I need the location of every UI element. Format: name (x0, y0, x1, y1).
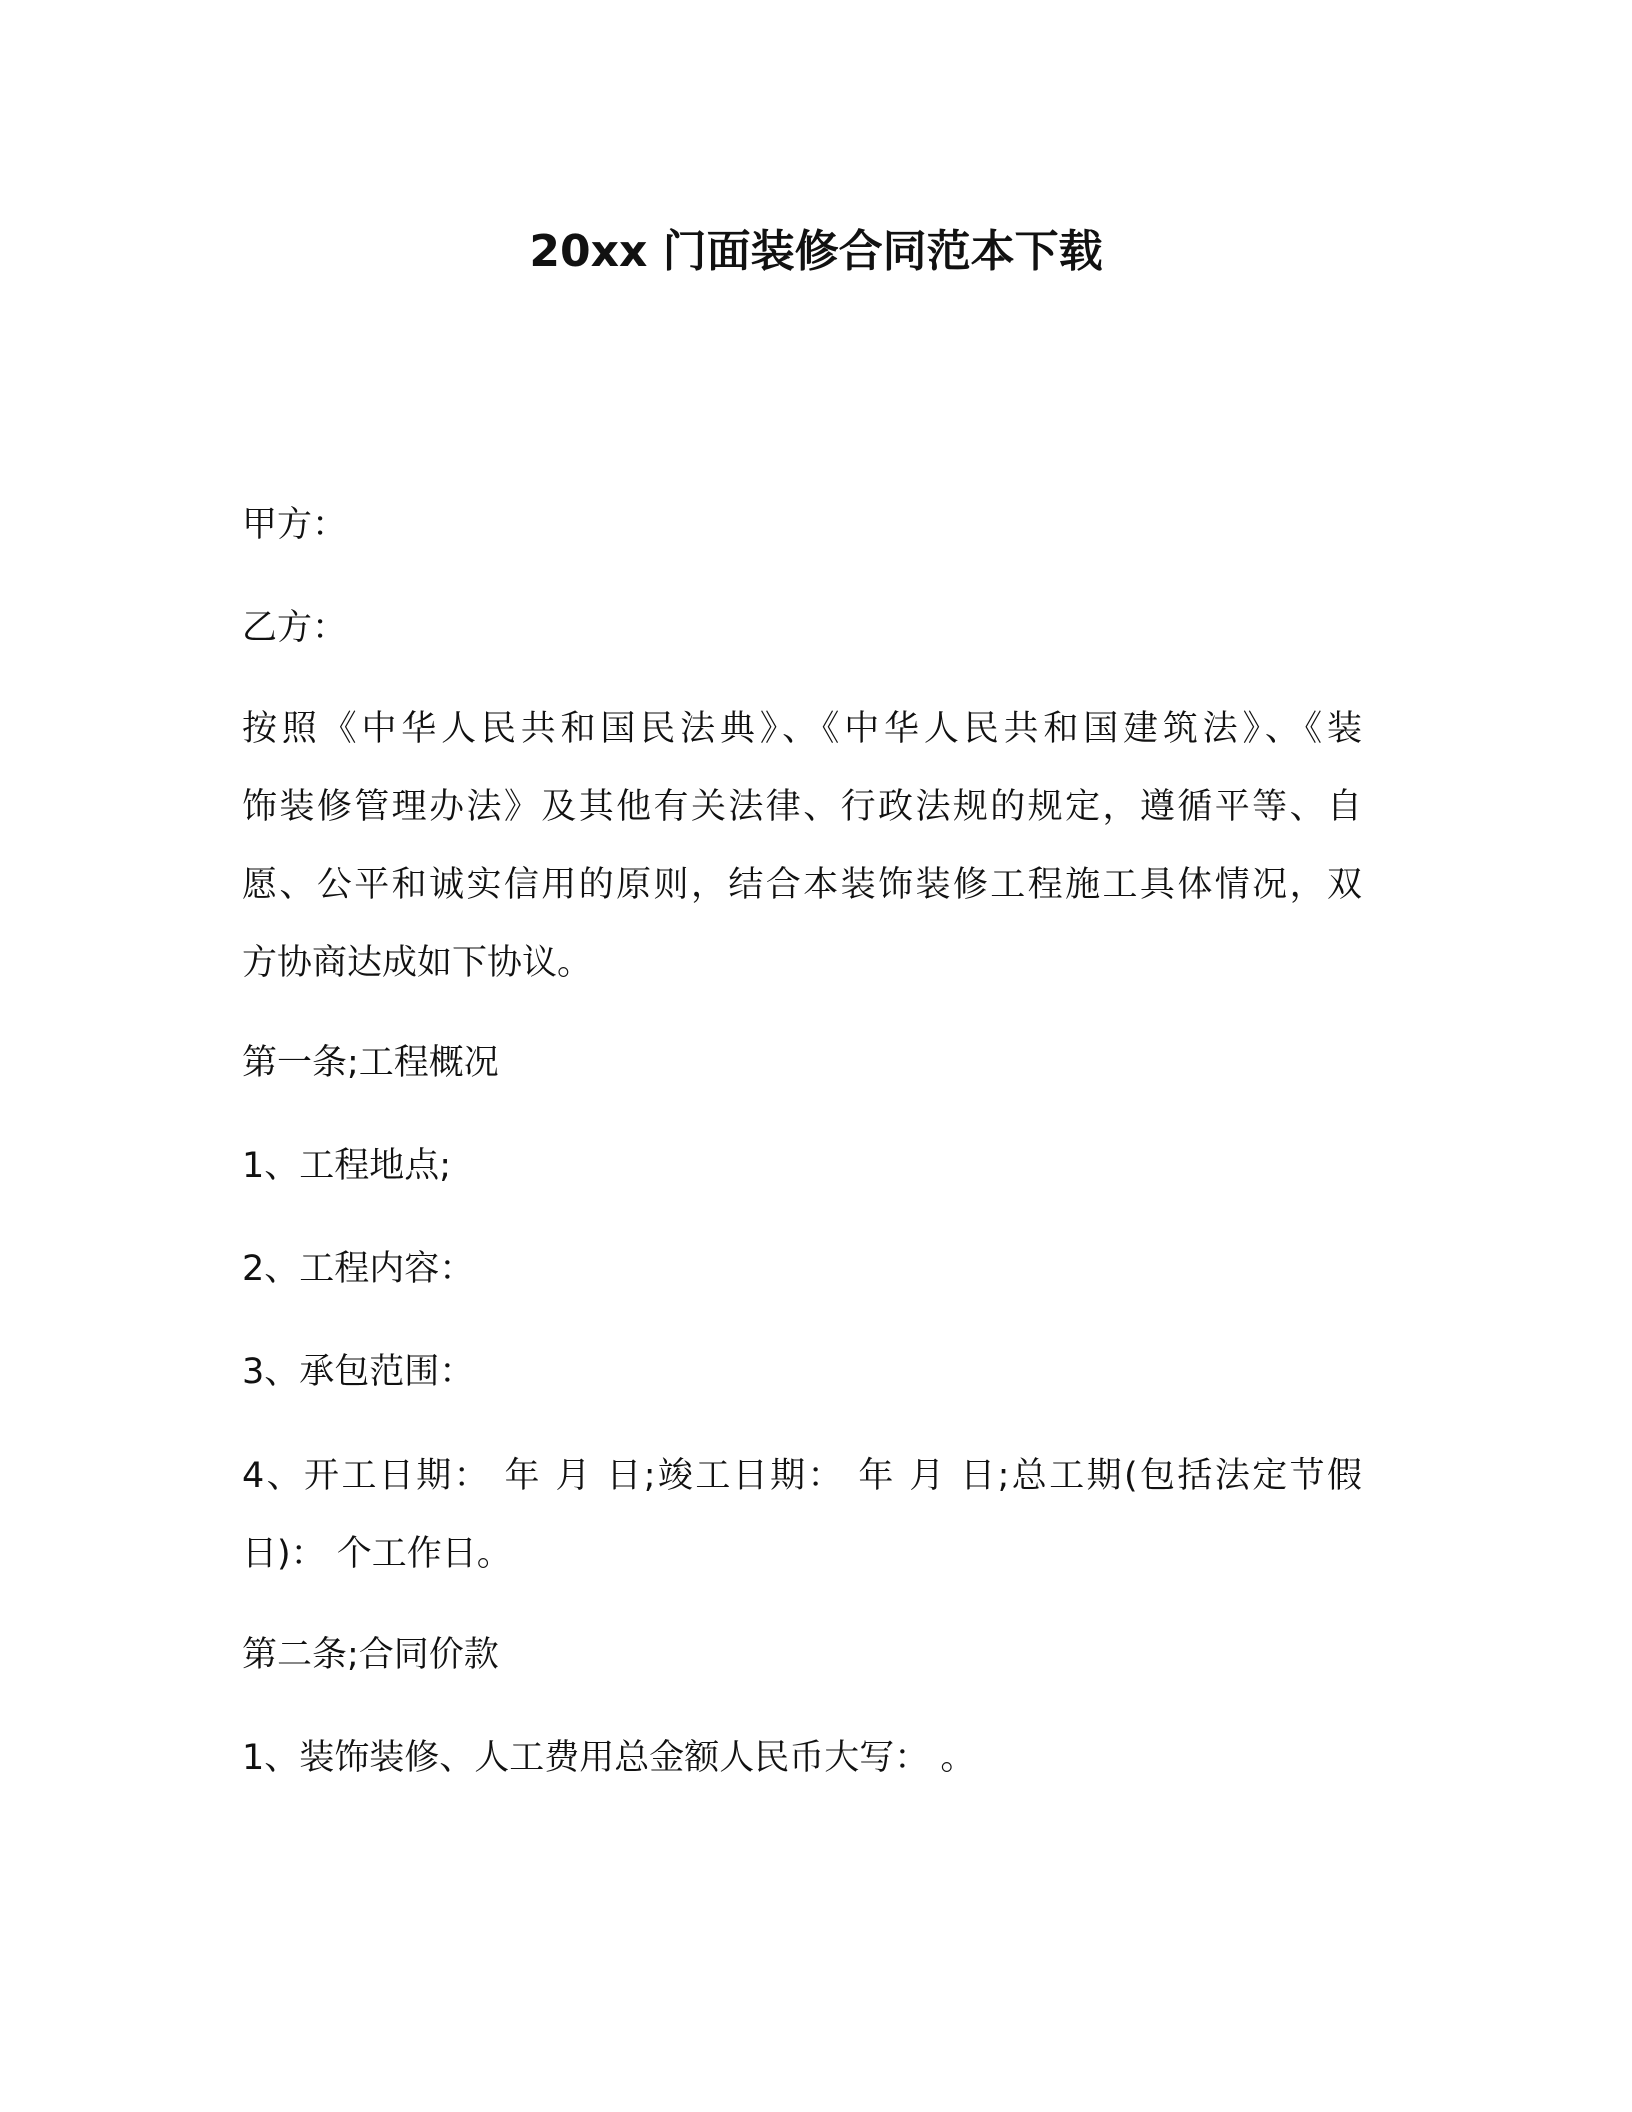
article-1-heading: 第一条;工程概况 (242, 1043, 499, 1083)
item-4-line: 4、开工日期： 年 月 日;竣工日期： 年 月 日;总工期(包括法定节假 (242, 1456, 1362, 1496)
party-a-label: 甲方： (242, 505, 348, 545)
item-4-line: 日)： 个工作日。 (242, 1534, 512, 1574)
party-b-label: 乙方： (242, 608, 348, 648)
document-title: 20xx 门面装修合同范本下载 (529, 226, 1103, 277)
article-1-item-4 (242, 1437, 1362, 1593)
preamble-line: 愿、公平和诚实信用的原则，结合本装饰装修工程施工具体情况，双 (242, 865, 1362, 905)
article-1-item-3: 3、承包范围： (242, 1352, 475, 1392)
article-1-item-1: 1、工程地点; (242, 1146, 452, 1186)
preamble-line: 饰装修管理办法》及其他有关法律、行政法规的规定，遵循平等、自 (242, 787, 1362, 827)
preamble-line: 按照《中华人民共和国民法典》、《中华人民共和国建筑法》、《装 (242, 709, 1362, 749)
preamble-paragraph (242, 690, 1362, 1002)
article-1-item-2: 2、工程内容： (242, 1249, 475, 1289)
preamble-line: 方协商达成如下协议。 (242, 943, 593, 983)
article-2-heading: 第二条;合同价款 (242, 1635, 499, 1675)
article-2-item-1: 1、装饰装修、人工费用总金额人民币大写： 。 (242, 1738, 976, 1778)
